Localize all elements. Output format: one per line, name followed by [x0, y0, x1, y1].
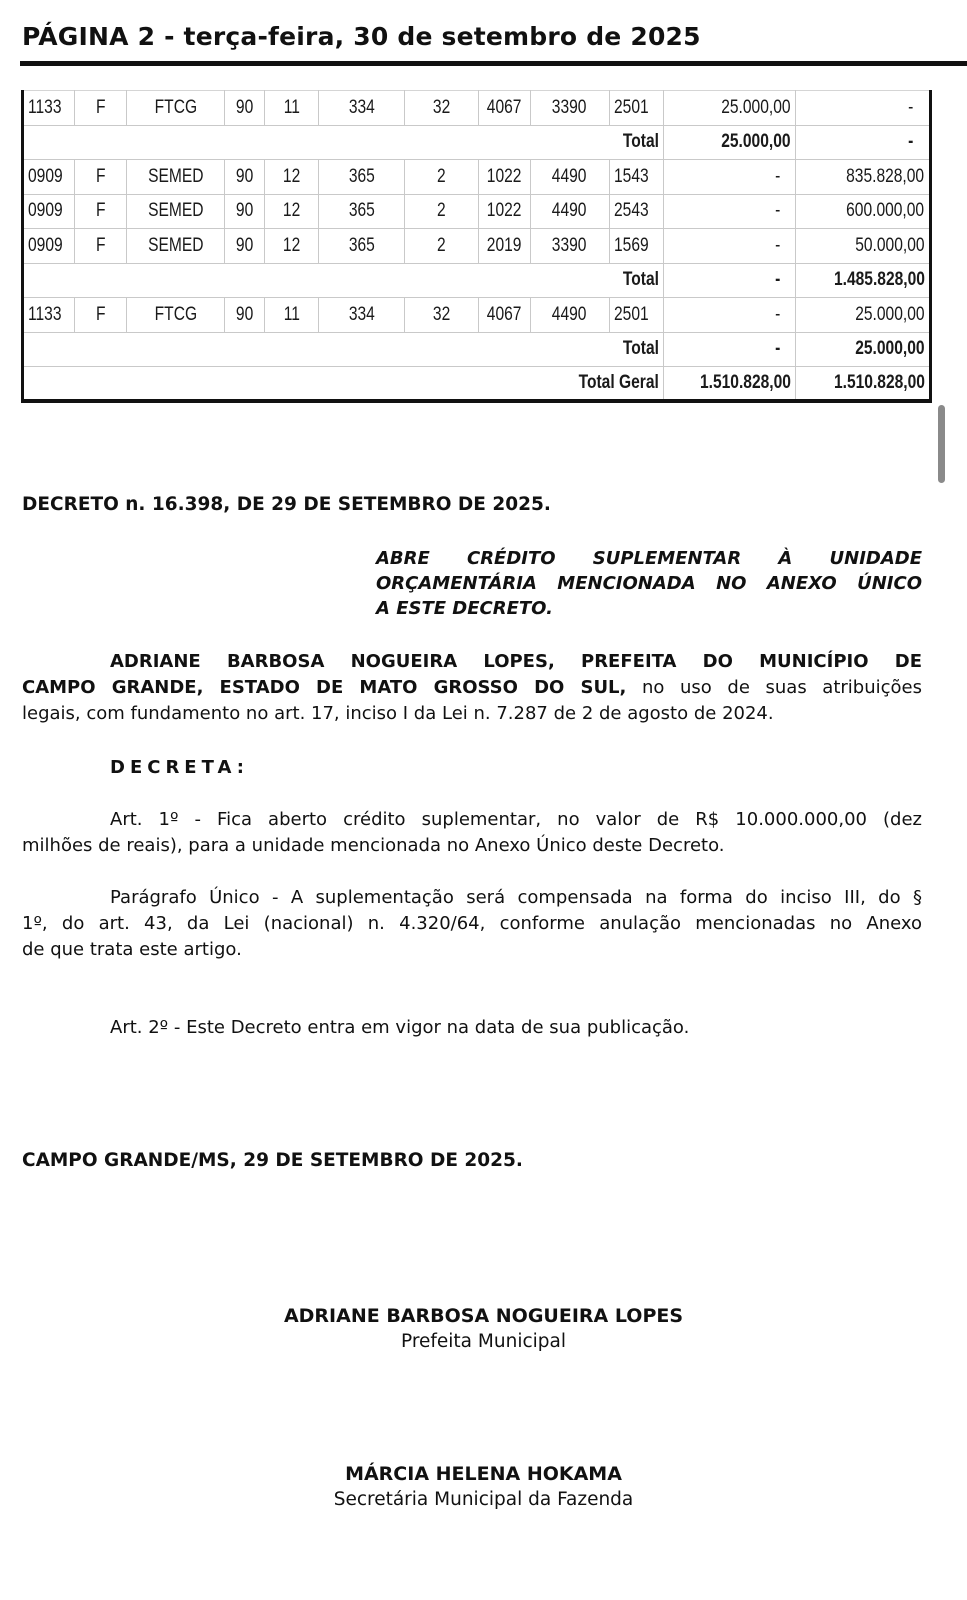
cell-subfuncao	[319, 298, 405, 333]
cell-modalidade	[225, 298, 265, 333]
cell-funcao-text: 12	[283, 165, 301, 187]
decree-ementa	[376, 546, 922, 621]
cell-unidade-text: 1133	[28, 303, 62, 325]
cell-value-b	[795, 194, 930, 229]
paragrafo-line: Parágrafo Único - A suplementação será compensada na forma do inciso III, do §	[110, 887, 922, 908]
cell-programa	[405, 194, 479, 229]
cell-value-a-text: -	[775, 165, 781, 187]
cell-subfuncao-text: 334	[348, 303, 375, 325]
cell-value-b-text: 600.000,00	[846, 200, 925, 222]
cell-funcao-text: 11	[283, 303, 300, 325]
cell-value-a	[663, 229, 795, 264]
cell-value-a	[663, 298, 795, 333]
article-2	[22, 1015, 922, 1041]
cell-value-a-text: 25.000,00	[721, 96, 791, 118]
cell-total-label-text: Total	[622, 338, 659, 360]
cell-programa	[405, 91, 479, 126]
table-row	[23, 298, 931, 333]
cell-value-a-text: -	[775, 234, 781, 256]
decree-preamble	[22, 649, 922, 727]
preamble-line: ADRIANE BARBOSA NOGUEIRA LOPES, PREFEITA DO MUNICÍPIO DE	[110, 651, 922, 672]
cell-fonte-text: 2543	[613, 200, 649, 222]
cell-fonte	[609, 160, 663, 195]
preamble-line: legais, com fundamento no art. 17, inciso I da Lei n. 7.287 de 2 de agosto de 2024.	[22, 703, 774, 724]
cell-natureza-text: 3390	[552, 234, 587, 256]
table-row	[23, 160, 931, 195]
cell-value-b-text: 25.000,00	[855, 303, 925, 325]
cell-total-label-text: Total Geral	[578, 372, 659, 393]
cell-value-b	[795, 229, 930, 264]
cell-natureza-text: 3390	[552, 96, 587, 118]
signature-mayor	[0, 1303, 967, 1355]
cell-modalidade-text: 90	[236, 96, 254, 118]
cell-acao	[479, 298, 530, 333]
cell-fonte-tipo	[75, 298, 127, 333]
cell-natureza	[530, 229, 609, 264]
table-row	[23, 194, 931, 229]
cell-total-label-text: Total	[622, 269, 659, 291]
cell-orgao-text: SEMED	[148, 165, 204, 187]
cell-orgao	[127, 160, 225, 195]
cell-orgao-text: FTCG	[154, 96, 197, 118]
cell-value-a-text: 25.000,00	[721, 131, 791, 153]
cell-fonte-text: 1569	[613, 234, 649, 256]
cell-unidade-text: 0909	[28, 200, 63, 222]
cell-unidade	[23, 160, 75, 195]
signatory-name: ADRIANE BARBOSA NOGUEIRA LOPES	[283, 1305, 684, 1327]
preamble-text: no uso de suas atribuições	[626, 677, 922, 698]
cell-subfuncao-text: 365	[348, 200, 375, 222]
cell-modalidade	[225, 160, 265, 195]
cell-value-a-text: -	[775, 200, 781, 222]
cell-modalidade-text: 90	[236, 303, 254, 325]
cell-programa-text: 32	[433, 96, 451, 118]
cell-funcao	[265, 194, 319, 229]
cell-orgao-text: FTCG	[154, 303, 197, 325]
ementa-line: A ESTE DECRETO.	[376, 598, 553, 619]
cell-modalidade-text: 90	[236, 165, 254, 187]
total-row	[23, 263, 931, 298]
cell-acao	[479, 229, 530, 264]
header-divider	[20, 61, 967, 66]
cell-modalidade	[225, 91, 265, 126]
article-1	[22, 807, 922, 859]
paragrafo-unico	[22, 885, 922, 963]
cell-natureza	[530, 194, 609, 229]
cell-total-label-text: Total	[622, 131, 659, 153]
grand-total-row	[23, 367, 931, 402]
cell-acao-text: 2019	[487, 234, 522, 256]
cell-unidade-text: 0909	[28, 234, 63, 256]
budget-table-body	[23, 91, 931, 402]
cell-fonte-tipo	[75, 160, 127, 195]
cell-total-label	[23, 125, 664, 160]
table-row	[23, 229, 931, 264]
signatory-role: Prefeita Municipal	[400, 1331, 566, 1352]
cell-programa-text: 2	[437, 234, 447, 256]
cell-value-b-text: -	[908, 131, 914, 153]
cell-value-b	[795, 160, 930, 195]
paragrafo-line: de que trata este artigo.	[22, 939, 242, 960]
cell-fonte-tipo	[75, 91, 127, 126]
cell-value-a-text: -	[775, 303, 781, 325]
cell-value-a	[663, 194, 795, 229]
cell-value-b	[795, 367, 930, 402]
cell-orgao	[127, 194, 225, 229]
total-row	[23, 332, 931, 367]
cell-value-a-text: -	[775, 269, 781, 291]
cell-unidade	[23, 194, 75, 229]
article-1-line: Art. 1º - Fica aberto crédito suplementar, no valor de R$ 10.000.000,00 (dez	[110, 809, 922, 830]
cell-acao	[479, 91, 530, 126]
cell-acao-text: 4067	[487, 303, 522, 325]
cell-subfuncao	[319, 229, 405, 264]
cell-natureza	[530, 298, 609, 333]
cell-orgao	[127, 229, 225, 264]
cell-unidade	[23, 229, 75, 264]
place-and-date: CAMPO GRANDE/MS, 29 DE SETEMBRO DE 2025.	[22, 1150, 523, 1171]
cell-value-b	[795, 332, 930, 367]
cell-subfuncao	[319, 194, 405, 229]
cell-value-a-text: -	[775, 338, 781, 360]
cell-value-a	[663, 91, 795, 126]
cell-total-label	[23, 263, 664, 298]
cell-subfuncao-text: 334	[348, 96, 375, 118]
cell-value-a	[663, 263, 795, 298]
cell-value-b	[795, 298, 930, 333]
decree-title: DECRETO n. 16.398, DE 29 DE SETEMBRO DE 2025.	[22, 494, 551, 515]
cell-programa-text: 32	[433, 303, 451, 325]
cell-programa-text: 2	[437, 165, 447, 187]
cell-fonte-tipo	[75, 229, 127, 264]
cell-funcao-text: 12	[283, 234, 301, 256]
cell-fonte-tipo-text: F	[96, 200, 106, 222]
cell-total-label	[23, 332, 664, 367]
cell-orgao-text: SEMED	[148, 200, 204, 222]
cell-acao	[479, 160, 530, 195]
table-row	[23, 91, 931, 126]
budget-table	[21, 90, 932, 403]
cell-value-a	[663, 367, 795, 402]
cell-modalidade-text: 90	[236, 234, 254, 256]
cell-value-b-text: 1.485.828,00	[833, 269, 925, 291]
cell-value-b-text: 50.000,00	[855, 234, 925, 256]
scrollbar-thumb[interactable]	[938, 405, 945, 483]
cell-modalidade	[225, 194, 265, 229]
cell-natureza	[530, 91, 609, 126]
cell-unidade-text: 1133	[28, 96, 62, 118]
cell-subfuncao-text: 365	[348, 234, 375, 256]
cell-fonte-tipo	[75, 194, 127, 229]
cell-acao	[479, 194, 530, 229]
cell-value-b	[795, 91, 930, 126]
cell-fonte-text: 2501	[613, 96, 649, 118]
cell-funcao	[265, 91, 319, 126]
cell-fonte-text: 1543	[613, 165, 649, 187]
cell-value-a	[663, 125, 795, 160]
cell-natureza-text: 4490	[552, 200, 587, 222]
cell-subfuncao	[319, 91, 405, 126]
cell-fonte	[609, 91, 663, 126]
signatory-name: MÁRCIA HELENA HOKAMA	[345, 1463, 622, 1485]
cell-programa	[405, 160, 479, 195]
cell-unidade-text: 0909	[28, 165, 63, 187]
cell-value-b-text: -	[908, 96, 914, 118]
cell-orgao	[127, 298, 225, 333]
cell-fonte-text: 2501	[613, 303, 649, 325]
cell-unidade	[23, 298, 75, 333]
cell-value-b	[795, 125, 930, 160]
cell-subfuncao-text: 365	[348, 165, 375, 187]
cell-value-b-text: 1.510.828,00	[833, 372, 925, 393]
cell-programa	[405, 229, 479, 264]
cell-fonte	[609, 194, 663, 229]
ementa-line: ABRE CRÉDITO SUPLEMENTAR À UNIDADE	[376, 548, 922, 569]
cell-acao-text: 1022	[487, 200, 522, 222]
cell-orgao-text: SEMED	[148, 234, 204, 256]
cell-funcao	[265, 298, 319, 333]
signature-secretary	[0, 1461, 967, 1513]
cell-funcao-text: 12	[283, 200, 301, 222]
cell-funcao-text: 11	[283, 96, 300, 118]
cell-natureza-text: 4490	[552, 165, 587, 187]
cell-value-a-text: 1.510.828,00	[699, 372, 791, 393]
cell-natureza-text: 4490	[552, 303, 587, 325]
cell-modalidade	[225, 229, 265, 264]
cell-value-a	[663, 160, 795, 195]
preamble-bold-text: CAMPO GRANDE, ESTADO DE MATO GROSSO DO SUL,	[22, 677, 627, 698]
cell-fonte	[609, 298, 663, 333]
preamble-line	[22, 675, 922, 701]
cell-modalidade-text: 90	[236, 200, 254, 222]
page-header-title: PÁGINA 2 - terça-feira, 30 de setembro de 2025	[22, 22, 701, 51]
article-1-line: milhões de reais), para a unidade mencionada no Anexo Único deste Decreto.	[22, 835, 725, 856]
cell-value-b-text: 835.828,00	[846, 165, 925, 187]
cell-programa-text: 2	[437, 200, 447, 222]
cell-natureza	[530, 160, 609, 195]
cell-fonte-tipo-text: F	[96, 303, 106, 325]
signatory-role: Secretária Municipal da Fazenda	[333, 1489, 634, 1510]
cell-fonte-tipo-text: F	[96, 96, 106, 118]
cell-total-label	[23, 367, 664, 402]
article-2-line: Art. 2º - Este Decreto entra em vigor na data de sua publicação.	[110, 1017, 690, 1038]
cell-acao-text: 1022	[487, 165, 522, 187]
cell-funcao	[265, 160, 319, 195]
cell-fonte-tipo-text: F	[96, 234, 106, 256]
paragrafo-line: 1º, do art. 43, da Lei (nacional) n. 4.320/64, conforme anulação mencionadas no Anexo	[22, 913, 922, 934]
cell-value-b-text: 25.000,00	[855, 338, 925, 360]
cell-programa	[405, 298, 479, 333]
cell-value-a	[663, 332, 795, 367]
cell-fonte	[609, 229, 663, 264]
cell-value-b	[795, 263, 930, 298]
total-row	[23, 125, 931, 160]
ementa-line: ORÇAMENTÁRIA MENCIONADA NO ANEXO ÚNICO	[376, 573, 922, 594]
cell-orgao	[127, 91, 225, 126]
cell-acao-text: 4067	[487, 96, 522, 118]
cell-unidade	[23, 91, 75, 126]
cell-funcao	[265, 229, 319, 264]
cell-fonte-tipo-text: F	[96, 165, 106, 187]
cell-subfuncao	[319, 160, 405, 195]
decreta-heading: DECRETA:	[110, 757, 249, 778]
